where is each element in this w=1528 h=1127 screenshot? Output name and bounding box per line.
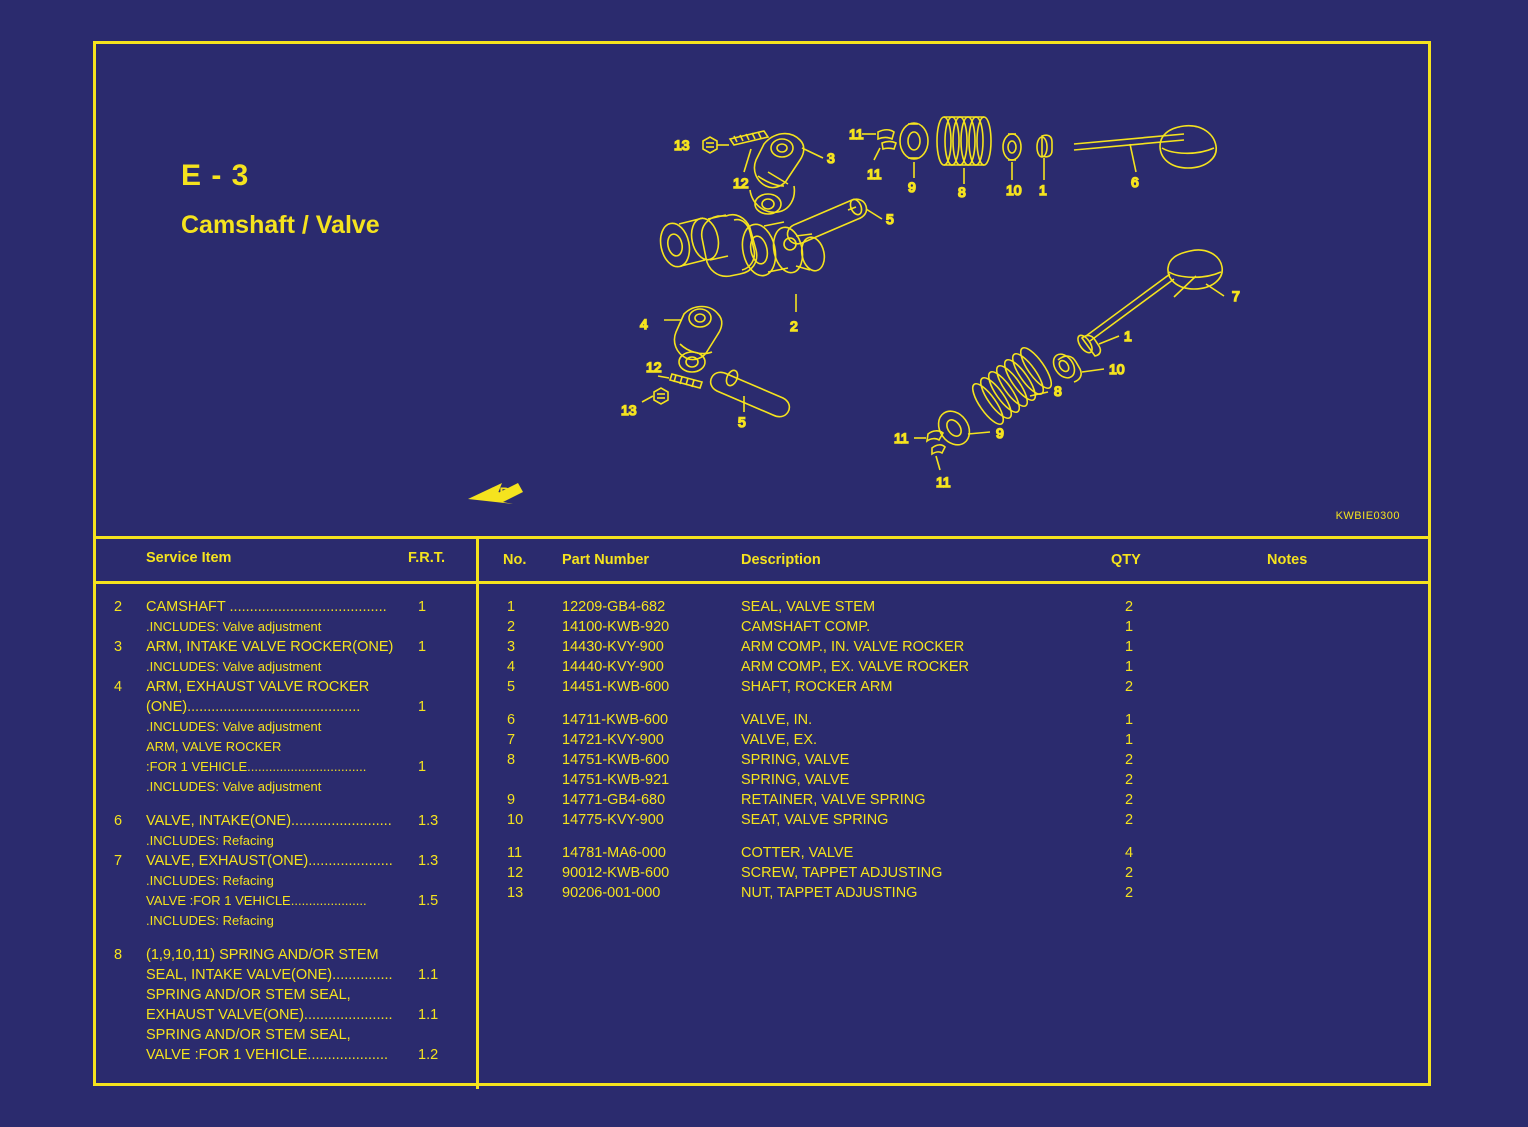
service-row-frt: 1.1 (418, 967, 439, 983)
part-description: RETAINER, VALVE SPRING (741, 792, 926, 808)
part-description: CAMSHAFT COMP. (741, 619, 871, 635)
table-row (96, 985, 476, 1005)
service-row-text: SPRING AND/OR STEM SEAL, (146, 987, 351, 1003)
service-row-text: .INCLUDES: Valve adjustment (146, 719, 322, 734)
service-table-header (96, 536, 476, 581)
part-no: 6 (507, 712, 516, 728)
table-row (96, 1005, 476, 1025)
part-qty: 2 (1125, 772, 1134, 788)
part-number: 14440-KVY-900 (562, 659, 664, 675)
service-row-text: :FOR 1 VEHICLE................................. (146, 759, 367, 774)
part-description: COTTER, VALVE (741, 845, 854, 861)
part-qty: 1 (1125, 659, 1134, 675)
callout-10: 10 (1006, 182, 1022, 198)
table-row (479, 770, 1428, 790)
table-row (96, 777, 476, 797)
service-row-text: .INCLUDES: Refacing (146, 833, 274, 848)
part-no: 8 (507, 752, 516, 768)
callout-8b: 8 (1054, 383, 1062, 399)
callout-11d: 11 (936, 474, 951, 490)
part-description: SEAL, VALVE STEM (741, 599, 876, 615)
part-no: 4 (507, 659, 516, 675)
callout-12: 12 (733, 175, 749, 191)
part-qty: 2 (1125, 885, 1134, 901)
service-item-table (96, 536, 476, 1089)
service-row-no: 4 (114, 679, 123, 695)
service-row-text: VALVE :FOR 1 VEHICLE..................... (146, 893, 367, 908)
part-description: SPRING, VALVE (741, 772, 850, 788)
callout-6: 6 (1131, 174, 1139, 190)
callout-7: 7 (1232, 288, 1240, 304)
callout-4: 4 (640, 316, 648, 332)
service-row-no: 8 (114, 947, 123, 963)
table-row (479, 637, 1428, 657)
table-row (96, 797, 476, 831)
service-row-frt: 1.5 (418, 893, 439, 909)
catalog-page (93, 41, 1431, 1086)
part-qty: 1 (1125, 712, 1134, 728)
service-row-text: ARM, INTAKE VALVE ROCKER(ONE) (146, 639, 394, 655)
service-row-text: .INCLUDES: Valve adjustment (146, 659, 322, 674)
service-row-frt: 1 (418, 599, 427, 615)
part-no: 12 (507, 865, 524, 881)
callout-11c: 11 (894, 430, 909, 446)
table-row (479, 883, 1428, 903)
service-row-text: CAMSHAFT ....................................... (146, 599, 387, 615)
table-row (96, 831, 476, 851)
rocker-shaft-lower (711, 369, 790, 417)
part-number: 90206-001-000 (562, 885, 661, 901)
table-row (96, 871, 476, 891)
table-row (96, 637, 476, 657)
table-row (96, 657, 476, 677)
page-code: E - 3 (181, 159, 250, 192)
table-row (96, 757, 476, 777)
parts-header-notes: Notes (1267, 552, 1308, 568)
part-no: 9 (507, 792, 516, 808)
service-row-text: .INCLUDES: Refacing (146, 873, 274, 888)
part-description: SHAFT, ROCKER ARM (741, 679, 893, 695)
service-row-frt: 1.3 (418, 853, 439, 869)
part-number: 90012-KWB-600 (562, 865, 670, 881)
part-qty: 2 (1125, 792, 1134, 808)
table-row (96, 697, 476, 717)
part-qty: 2 (1125, 812, 1134, 828)
exploded-parts-diagram (96, 44, 1434, 536)
service-row-text: EXHAUST VALVE(ONE)...................... (146, 1007, 393, 1023)
part-description: SPRING, VALVE (741, 752, 850, 768)
valve-spring-exhaust (968, 344, 1057, 428)
part-number: 14775-KVY-900 (562, 812, 664, 828)
service-row-text: VALVE, EXHAUST(ONE)..................... (146, 853, 393, 869)
part-no: 1 (507, 599, 516, 615)
parts-header-part-number: Part Number (562, 552, 650, 568)
illustration-panel (96, 44, 1428, 536)
parts-list-table (479, 536, 1428, 1089)
service-row-text: ARM, EXHAUST VALVE ROCKER (146, 679, 370, 695)
part-no: 7 (507, 732, 516, 748)
part-qty: 2 (1125, 679, 1134, 695)
table-row (479, 810, 1428, 830)
valve-assembly-exhaust (914, 250, 1224, 470)
rocker-shaft-upper (787, 198, 882, 244)
table-row (479, 677, 1428, 697)
part-no: 13 (507, 885, 524, 901)
table-row (479, 863, 1428, 883)
service-row-text: SEAL, INTAKE VALVE(ONE)............... (146, 967, 393, 983)
camshaft-comp (657, 215, 828, 312)
part-qty: 1 (1125, 639, 1134, 655)
part-description: SEAT, VALVE SPRING (741, 812, 889, 828)
table-row (96, 1025, 476, 1045)
callout-9: 9 (908, 179, 916, 195)
part-description: NUT, TAPPET ADJUSTING (741, 885, 918, 901)
part-qty: 1 (1125, 619, 1134, 635)
part-number: 14721-KVY-900 (562, 732, 664, 748)
callout-10b: 10 (1109, 361, 1125, 377)
table-row (96, 891, 476, 911)
parts-table-body (479, 581, 1428, 903)
page-title: Camshaft / Valve (181, 211, 380, 239)
service-row-frt: 1 (418, 759, 427, 775)
callout-5: 5 (886, 211, 894, 227)
valve-assembly-intake (862, 117, 1216, 184)
service-table-body (96, 581, 476, 1065)
part-number: 14430-KVY-900 (562, 639, 664, 655)
table-row (96, 965, 476, 985)
service-row-text: .INCLUDES: Valve adjustment (146, 779, 322, 794)
part-qty: 2 (1125, 865, 1134, 881)
part-number: 14771-GB4-680 (562, 792, 666, 808)
parts-header-qty: QTY (1111, 552, 1141, 568)
part-description: VALVE, EX. (741, 732, 818, 748)
callout-12b: 12 (646, 359, 662, 375)
service-row-text: (1,9,10,11) SPRING AND/OR STEM (146, 947, 379, 963)
service-header-item: Service Item (146, 550, 232, 566)
part-number: 14100-KWB-920 (562, 619, 670, 635)
service-row-text: SPRING AND/OR STEM SEAL, (146, 1027, 351, 1043)
table-row (96, 1045, 476, 1065)
valve-spring-intake (937, 117, 991, 165)
part-description: ARM COMP., EX. VALVE ROCKER (741, 659, 970, 675)
table-row (96, 851, 476, 871)
table-row (96, 597, 476, 617)
service-row-frt: 1 (418, 699, 427, 715)
service-row-no: 3 (114, 639, 123, 655)
service-row-text: .INCLUDES: Refacing (146, 913, 274, 928)
table-row (479, 597, 1428, 617)
parts-table-header (479, 536, 1428, 581)
service-header-frt: F.R.T. (408, 550, 446, 566)
service-row-no: 7 (114, 853, 123, 869)
part-description: ARM COMP., IN. VALVE ROCKER (741, 639, 965, 655)
part-qty: 2 (1125, 752, 1134, 768)
callout-11: 11 (849, 126, 864, 142)
part-qty: 2 (1125, 599, 1134, 615)
service-row-text: (ONE)........................................... (146, 699, 361, 715)
table-row (479, 843, 1428, 863)
service-row-no: 2 (114, 599, 123, 615)
drawing-code: KWBIE0300 (1335, 510, 1400, 522)
parts-header-description: Description (741, 552, 821, 568)
part-no: 11 (507, 845, 523, 861)
callout-2: 2 (790, 318, 798, 334)
table-row (479, 710, 1428, 730)
table-row (96, 677, 476, 697)
part-qty: 4 (1125, 845, 1134, 861)
service-row-frt: 1.2 (418, 1047, 439, 1063)
callout-13: 13 (674, 137, 690, 153)
table-row (96, 931, 476, 965)
service-row-text: ARM, VALVE ROCKER (146, 739, 282, 754)
service-row-text: VALVE :FOR 1 VEHICLE.................... (146, 1047, 389, 1063)
part-number: 14781-MA6-000 (562, 845, 666, 861)
service-row-frt: 1.1 (418, 1007, 439, 1023)
callout-13b: 13 (621, 402, 637, 418)
table-row (96, 911, 476, 931)
table-row (479, 730, 1428, 750)
service-row-frt: 1.3 (418, 813, 439, 829)
part-no: 5 (507, 679, 516, 695)
part-no: 2 (507, 619, 516, 635)
service-row-text: VALVE, INTAKE(ONE)......................... (146, 813, 392, 829)
part-qty: 1 (1125, 732, 1134, 748)
part-number: 14751-KWB-600 (562, 752, 670, 768)
part-no: 3 (507, 639, 516, 655)
table-row (96, 737, 476, 757)
part-number: 14451-KWB-600 (562, 679, 670, 695)
part-no: 10 (507, 812, 524, 828)
table-row (479, 617, 1428, 637)
table-row (479, 657, 1428, 677)
part-number: 14711-KWB-600 (562, 712, 669, 728)
front-direction-label: FR. (491, 484, 514, 500)
callout-8: 8 (958, 184, 966, 200)
callout-1b: 1 (1124, 328, 1132, 344)
service-row-no: 6 (114, 813, 123, 829)
rocker-arm-exhaust-group (642, 307, 722, 405)
rocker-arm-intake-group (703, 131, 823, 214)
callout-11b: 11 (867, 166, 882, 182)
service-row-frt: 1 (418, 639, 427, 655)
table-row (479, 750, 1428, 770)
service-row-text: .INCLUDES: Valve adjustment (146, 619, 322, 634)
table-row (479, 790, 1428, 810)
part-number: 12209-GB4-682 (562, 599, 666, 615)
callout-1: 1 (1039, 182, 1047, 198)
callout-3: 3 (827, 150, 835, 166)
part-number: 14751-KWB-921 (562, 772, 670, 788)
callout-5b: 5 (738, 414, 746, 430)
part-description: VALVE, IN. (741, 712, 813, 728)
table-row (96, 717, 476, 737)
table-row (96, 617, 476, 637)
callout-9b: 9 (996, 425, 1004, 441)
part-description: SCREW, TAPPET ADJUSTING (741, 865, 943, 881)
parts-header-no: No. (503, 552, 527, 568)
